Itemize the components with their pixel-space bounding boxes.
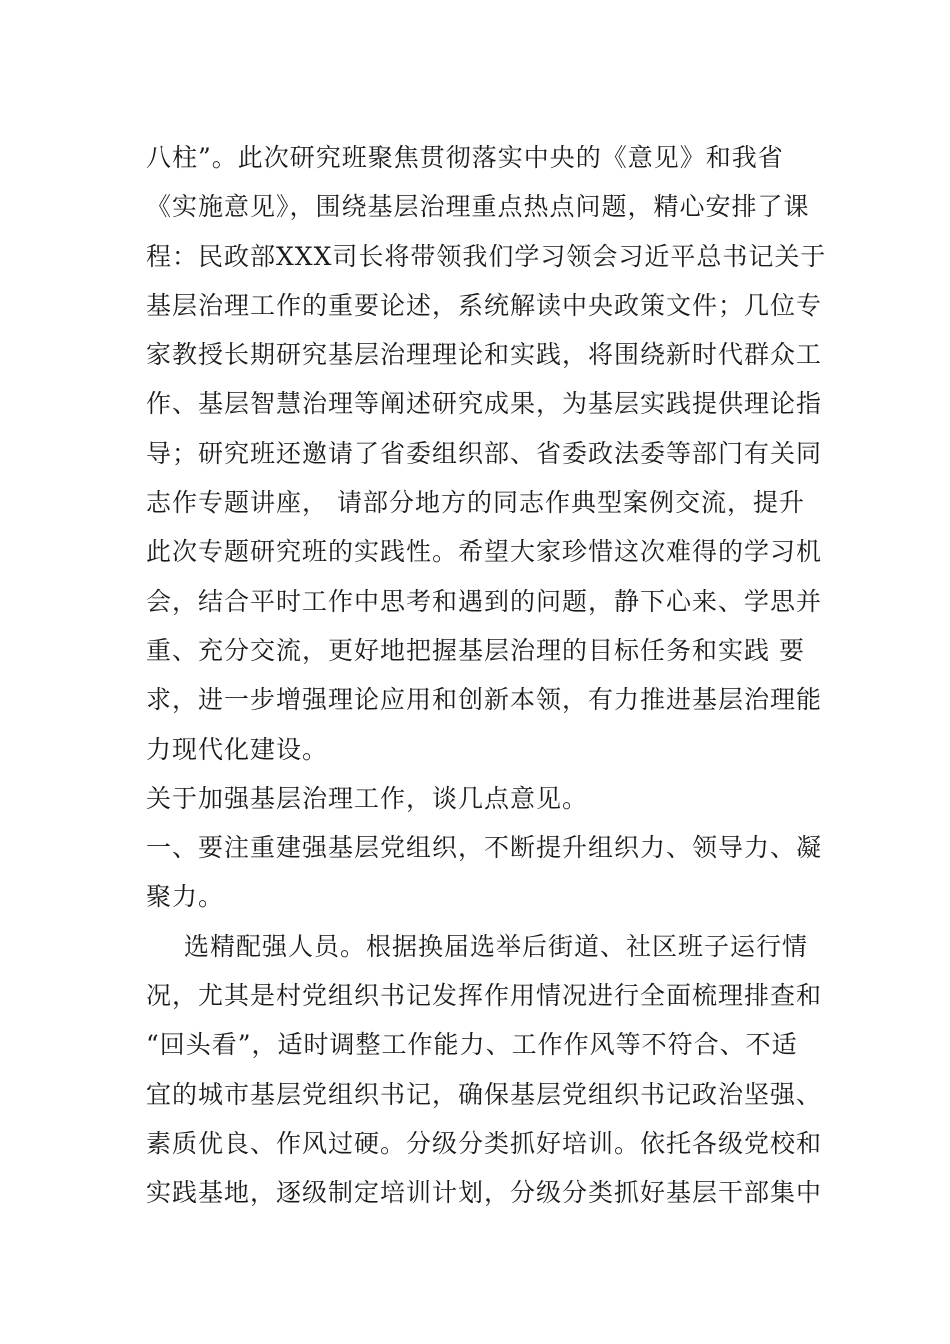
section-intro-line: 关于加强基层治理工作，谈几点意见。 <box>146 783 589 813</box>
text-line: 导；研究班还邀请了省委组织部、省委政法委等部门有关同 <box>146 438 823 468</box>
text-line: 家教授长期研究基层治理理论和实践，将围绕新时代群众工 <box>146 340 823 370</box>
text-line: 重、充分交流，更好地把握基层治理的目标任务和实践 要 <box>146 635 805 665</box>
text-line: 《实施意见》，围绕基层治理重点热点问题，精心安排了课 <box>146 192 810 222</box>
text-line: 基层治理工作的重要论述，系统解读中央政策文件；几位专 <box>146 290 823 320</box>
text-line: 会，结合平时工作中思考和遇到的问题，静下心来、学思并 <box>146 586 823 616</box>
text-line: 素质优良、作风过硬。分级分类抓好培训。依托各级党校和 <box>146 1128 823 1158</box>
text-line: 程：民政部XXX司长将带领我们学习领会习近平总书记关于 <box>146 241 827 271</box>
text-line: 力现代化建设。 <box>146 734 329 764</box>
text-line: 况，尤其是村党组织书记发挥作用情况进行全面梳理排查和 <box>146 981 823 1011</box>
text-line: 八柱”。此次研究班聚焦贯彻落实中央的《意见》和我省 <box>146 143 784 172</box>
paragraph-first-line: 选精配强人员。根据换届选举后街道、社区班子运行情 <box>184 931 809 961</box>
text-line: 志作专题讲座， 请部分地方的同志作典型案例交流，提升 <box>146 488 805 518</box>
text-line: 求，进一步增强理论应用和创新本领，有力推进基层治理能 <box>146 685 823 715</box>
document-body <box>146 133 827 1218</box>
text-line: 实践基地，逐级制定培训计划，分级分类抓好基层干部集中 <box>146 1178 823 1208</box>
text-line: 此次专题研究班的实践性。希望大家珍惜这次难得的学习机 <box>146 537 823 567</box>
text-line: 作、基层智慧治理等阐述研究成果，为基层实践提供理论指 <box>146 389 823 419</box>
section-heading-line: 聚力。 <box>146 882 225 912</box>
section-heading-line: 一、要注重建强基层党组织，不断提升组织力、领导力、凝 <box>146 833 823 863</box>
text-line: “回头看”，适时调整工作能力、工作作风等不符合、不适 <box>146 1030 798 1060</box>
text-line: 宜的城市基层党组织书记，确保基层党组织书记政治坚强、 <box>146 1079 823 1109</box>
